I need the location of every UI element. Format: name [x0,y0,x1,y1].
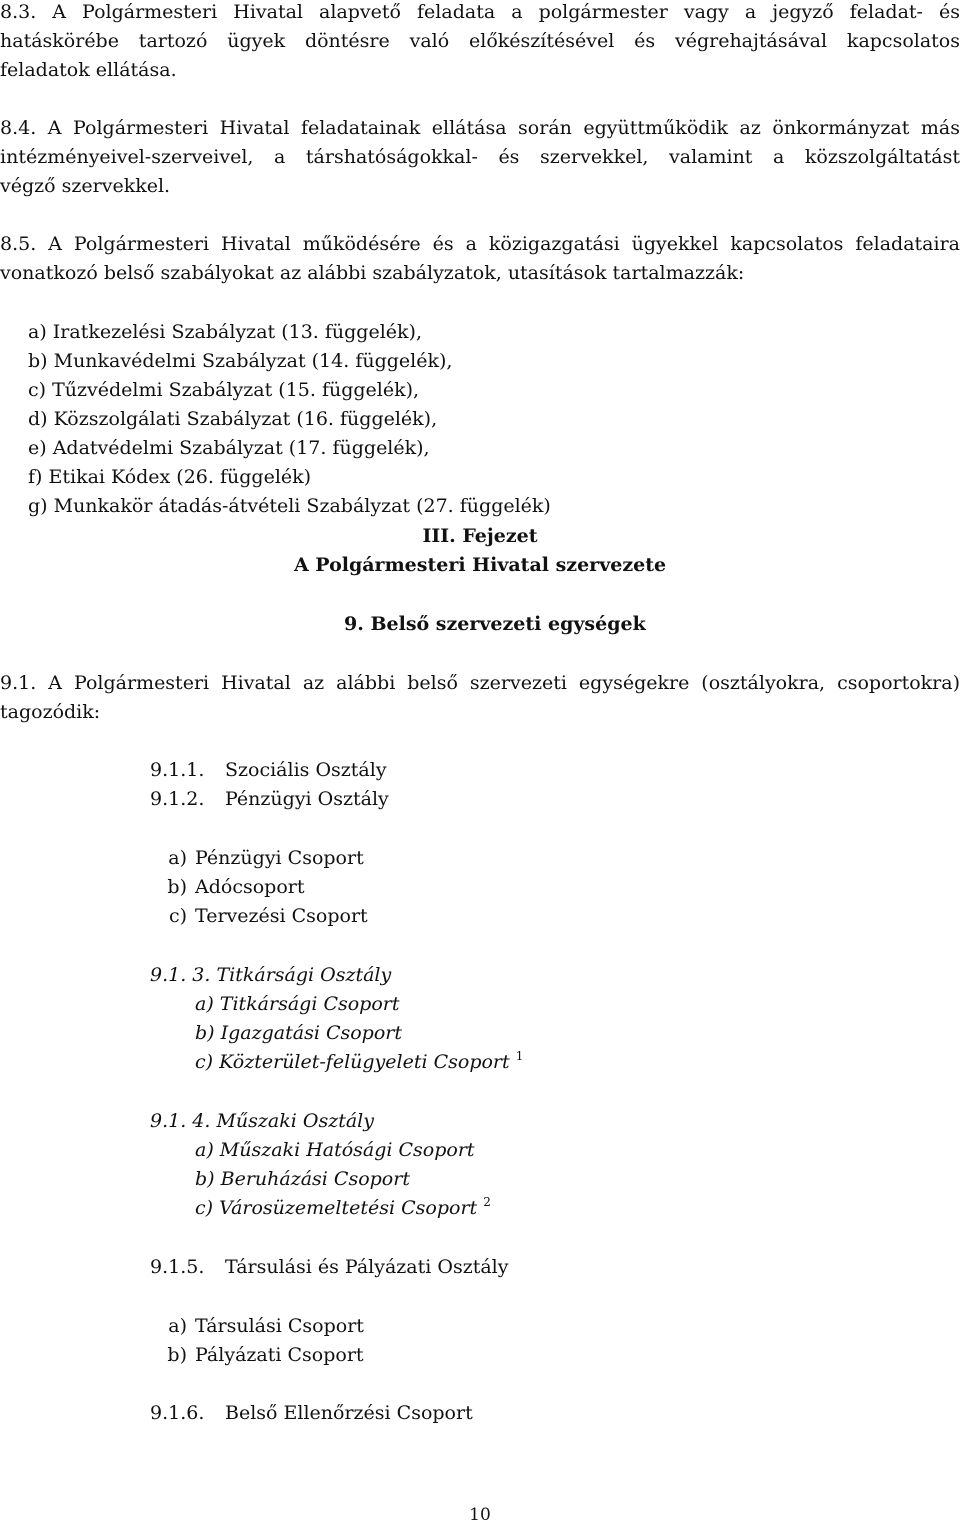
group-name: c) Közterület-felügyeleti Csoport [195,1051,516,1073]
list-item: c) Tűzvédelmi Szabályzat (15. függelék), [28,379,420,401]
unit-9-1-5 [150,1253,509,1282]
footnote-ref[interactable]: 1 [515,1049,524,1063]
group-item [195,1194,491,1223]
group-item: b) Igazgatási Csoport [195,1022,402,1044]
unit-9-1-1 [150,756,387,785]
unit-name: Belső Ellenőrzési Csoport [225,1402,473,1424]
page-number: 10 [469,1505,491,1525]
paragraph-8-5-line-1: 8.5. A Polgármesteri Hivatal működésére és a közigazgatási ügyekkel kapcsolatos feladataira [0,233,960,255]
paragraph-8-3-line-2: hatáskörébe tartozó ügyek döntésre való előkészítésével és végrehajtásával kapcsolatos [0,30,960,52]
group-label: b) [167,876,187,898]
list-item: g) Munkakör átadás-átvételi Szabályzat (27. függelék) [28,495,551,517]
group-item [143,1312,364,1341]
list-item: a) Iratkezelési Szabályzat (13. függelék), [28,321,422,343]
group-item: b) Beruházási Csoport [195,1168,410,1190]
group-name: c) Városüzemeltetési Csoport [195,1197,484,1219]
unit-9-1-4-title: 9.1. 4. Műszaki Osztály [150,1110,374,1132]
unit-name: Társulási és Pályázati Osztály [225,1256,509,1278]
group-label: b) [167,1344,187,1366]
unit-number: 9.1.2. [150,788,205,810]
group-name: Tervezési Csoport [195,905,368,927]
unit-number: 9.1.6. [150,1402,205,1424]
group-item: a) Titkársági Csoport [195,993,400,1015]
unit-number: 9.1.5. [150,1256,205,1278]
list-item: e) Adatvédelmi Szabályzat (17. függelék), [28,437,430,459]
paragraph-8-5-line-2: vonatkozó belső szabályokat az alábbi szabályzatok, utasítások tartalmazzák: [0,262,745,284]
group-label: a) [168,1315,187,1337]
list-item: d) Közszolgálati Szabályzat (16. függelék), [28,408,438,430]
paragraph-8-4-line-1: 8.4. A Polgármesteri Hivatal feladatainak ellátása során együttműködik az önkormányzat más [0,117,960,139]
paragraph-9-1-line-1: 9.1. A Polgármesteri Hivatal az alábbi belső szervezeti egységekre (osztályokra, csoportokra) [0,672,960,694]
group-name: Társulási Csoport [195,1315,364,1337]
group-item [143,1341,364,1370]
group-item [143,873,304,902]
group-label: a) [168,847,187,869]
paragraph-9-1-line-2: tagozódik: [0,701,101,723]
paragraph-8-3-line-1: 8.3. A Polgármesteri Hivatal alapvető feladata a polgármester vagy a jegyző feladat- és [0,1,960,23]
paragraph-8-4-line-2: intézményeivel-szerveivel, a társhatóságokkal- és szervekkel, valamint a közszolgáltatást [0,146,960,168]
list-item: f) Etikai Kódex (26. függelék) [28,466,312,488]
group-name: Pénzügyi Csoport [195,847,364,869]
group-item [143,902,368,931]
group-name: Adócsoport [195,876,305,898]
chapter-number: III. Fejezet [422,525,538,547]
footnote-ref[interactable]: 2 [483,1195,491,1209]
group-item: a) Műszaki Hatósági Csoport [195,1139,475,1161]
group-name: Pályázati Csoport [195,1344,364,1366]
group-label: c) [168,905,187,927]
unit-9-1-6 [150,1399,473,1428]
section-heading: 9. Belső szervezeti egységek [344,613,646,635]
paragraph-8-3-line-3: feladatok ellátása. [0,59,177,81]
group-item [195,1048,523,1077]
paragraph-8-4-line-3: végző szervekkel. [0,175,171,197]
chapter-title: A Polgármesteri Hivatal szervezete [293,554,667,576]
unit-number: 9.1.1. [150,759,205,781]
group-item [143,844,364,873]
unit-name: Pénzügyi Osztály [225,788,389,810]
unit-name: Szociális Osztály [225,759,387,781]
unit-9-1-2 [150,785,389,814]
list-item: b) Munkavédelmi Szabályzat (14. függelék), [28,350,453,372]
unit-9-1-3-title: 9.1. 3. Titkársági Osztály [150,964,392,986]
